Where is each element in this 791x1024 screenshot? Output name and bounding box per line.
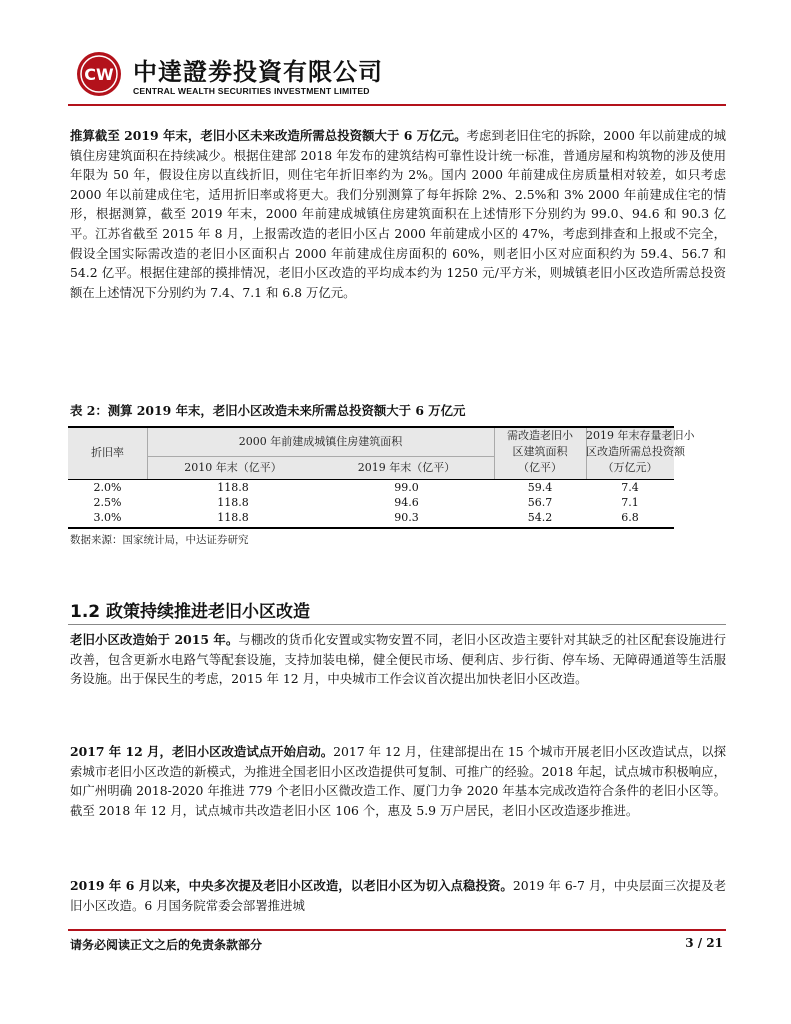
paragraph-body: 2019 年 6-7 月，中央层面三次提及老旧小区改造。6 月国务院常委会部署推进城 <box>70 878 726 913</box>
cell-renovation-area: 56.7 <box>527 496 553 509</box>
company-name-chinese: 中達證劵投資有限公司 <box>133 58 383 86</box>
column-header-renovation-line2: 区建筑面积 <box>512 445 568 458</box>
paragraph-investment-estimate <box>70 126 726 302</box>
paragraph-lead: 老旧小区改造始于 2015 年。 <box>70 632 239 647</box>
cell-area-2010: 118.8 <box>217 496 249 509</box>
column-header-renovation-unit: （亿平） <box>518 461 562 474</box>
header-divider <box>68 104 726 106</box>
column-header-area-2019: 2019 年末（亿平） <box>357 461 456 474</box>
footer-divider <box>68 929 726 931</box>
cell-rate: 2.5% <box>93 496 122 509</box>
company-name-english: CENTRAL WEALTH SECURITIES INVESTMENT LIMITED <box>133 86 370 96</box>
column-group-header-area: 2000 年前建成城镇住房建筑面积 <box>238 435 403 448</box>
column-header-investment-line1: 2019 年末存量老旧小 <box>586 429 695 442</box>
svg-text:CW: CW <box>84 65 114 84</box>
table-row <box>68 496 674 512</box>
cell-area-2019: 90.3 <box>394 511 419 524</box>
page-number: 3 / 21 <box>685 936 723 950</box>
cell-renovation-area: 59.4 <box>527 481 553 494</box>
paragraph-lead: 推算截至 2019 年末，老旧小区未来改造所需总投资额大于 6 万亿元。 <box>70 128 467 143</box>
cell-area-2019: 99.0 <box>394 481 419 494</box>
cell-renovation-area: 54.2 <box>527 511 553 524</box>
table-bottom-rule <box>68 527 674 529</box>
column-header-investment-unit: （万亿元） <box>602 461 658 474</box>
table-header-rule <box>68 479 674 480</box>
cell-investment: 7.4 <box>621 481 639 494</box>
paragraph-body: 2017 年 12 月，住建部提出在 15 个城市开展老旧小区改造试点，以探索城市老旧小区改造的新模式，为推进全国老旧小区改造提供可复制、可推广的经验。2018 年起，试点城市积极响应，如广州明确 2018-2020 年推进 779 个老旧小区微改造工作、厦门力争 2020 年基本完成改造符合条件的老旧小区等。截至 2018 年 12 月，试点城市共改造老旧小区 106 个，惠及 5.9 万户居民，老旧小区改造逐步推进。 <box>70 744 726 818</box>
cell-area-2019: 94.6 <box>394 496 419 509</box>
table-caption: 表 2：测算 2019 年末，老旧小区改造未来所需总投资额大于 6 万亿元 <box>70 403 466 418</box>
table-top-rule <box>68 426 674 428</box>
footer-disclaimer: 请务必阅读正文之后的免责条款部分 <box>70 938 263 952</box>
paragraph-lead: 2017 年 12 月，老旧小区改造试点开始启动。 <box>70 744 334 759</box>
column-header-investment-line2: 区改造所需总投资额 <box>586 445 685 458</box>
paragraph-central-policy <box>70 876 726 915</box>
company-logo <box>76 51 122 97</box>
cell-investment: 7.1 <box>621 496 639 509</box>
section-heading: 1.2 政策持续推进老旧小区改造 <box>70 602 311 622</box>
table-subheader-rule <box>147 456 494 457</box>
column-header-area-2010: 2010 年末（亿平） <box>184 461 282 474</box>
section-divider <box>68 624 726 625</box>
cell-area-2010: 118.8 <box>217 511 249 524</box>
paragraph-renovation-origin <box>70 630 726 689</box>
cell-area-2010: 118.8 <box>217 481 249 494</box>
table-source-note: 数据来源：国家统计局，中达证券研究 <box>70 534 249 546</box>
cell-rate: 3.0% <box>93 511 122 524</box>
table-row <box>68 481 674 497</box>
column-header-rate: 折旧率 <box>91 446 124 459</box>
table-row <box>68 511 674 527</box>
paragraph-lead: 2019 年 6 月以来，中央多次提及老旧小区改造，以老旧小区为切入点稳投资。 <box>70 878 513 893</box>
paragraph-body: 考虑到老旧住宅的拆除，2000 年以前建成的城镇住房建筑面积在持续减少。根据住建部 2018 年发布的建筑结构可靠性设计统一标准，普通房屋和构筑物的涉及使用年限为 50 年，假设住房以直线折旧，则住宅年折旧率约为 2%。国内 2000 年前建成住房质量相对较差，如只考虑 2000 年以前建成住宅，适用折旧率或将更大。我们分别测算了每年拆除 2%、2.5%和 3% 2000 年前建成住宅的情形，根据测算，截至 2019 年末，2000 年前建成城镇住房建筑面积在上述情形下分别约为 99.0、94.6 和 90.3 亿平。江苏省截至 2015 年 8 月，上报需改造的老旧小区占 2000 年前建成小区的 47%，考虑到排查和上报或不完全，假设全国实际需改造的老旧小区面积占 2000 年前建成住房面积的 60%，则老旧小区对应面积约为 59.4、56.7 和 54.2 亿平。根据住建部的摸排情况，老旧小区改造的平均成本约为 1250 元/平方米，则城镇老旧小区改造所需总投资额在上述情况下分别约为 7.4、7.1 和 6.8 万亿元。 <box>70 128 726 300</box>
cell-rate: 2.0% <box>93 481 122 494</box>
paragraph-body: 与棚改的货币化安置或实物安置不同，老旧小区改造主要针对其缺乏的社区配套设施进行改善，包含更新水电路气等配套设施，支持加装电梯，健全便民市场、便利店、步行街、停车场、无障碍通道等生活服务设施。出于保民生的考虑，2015 年 12 月，中央城市工作会议首次提出加快老旧小区改造。 <box>70 632 726 687</box>
paragraph-pilot-launch <box>70 742 726 820</box>
column-header-renovation-line1: 需改造老旧小 <box>507 429 573 442</box>
cell-investment: 6.8 <box>621 511 639 524</box>
